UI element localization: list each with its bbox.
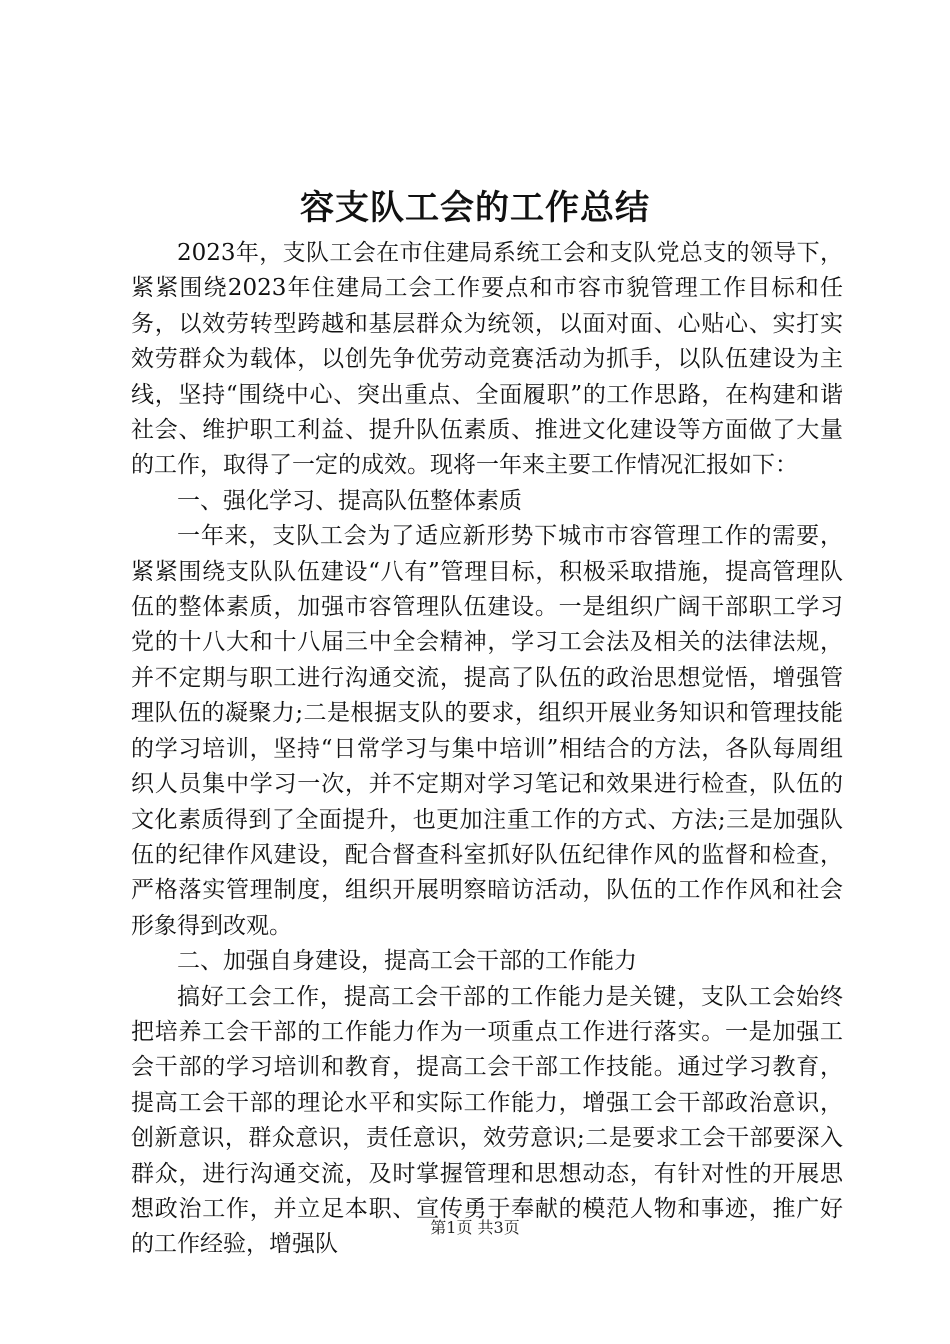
page-number-footer: 第1页 共3页 bbox=[430, 1218, 520, 1237]
paragraph-intro: 2023年，支队工会在市住建局系统工会和支队党总支的领导下，紧紧围绕2023年住建局工会工作要点和市容市貌管理工作目标和任务，以效劳转型跨越和基层群众为统领，以面对面、心贴心、实打实效劳群众为载体，以创先争优劳动竞赛活动为抓手，以队伍建设为主线，坚持“围绕中心、突出重点、全面履职”的工作思路，在构建和谐社会、维护职工利益、提升队伍素质、推进文化建设等方面做了大量的工作，取得了一定的成效。现将一年来主要工作情况汇报如下： bbox=[131, 240, 843, 479]
section-heading-1: 一、强化学习、提高队伍整体素质 bbox=[177, 487, 522, 514]
page-title: 容支队工会的工作总结 bbox=[300, 188, 650, 228]
paragraph-section-1: 一年来，支队工会为了适应新形势下城市市容管理工作的需要，紧紧围绕支队队伍建设“八有”管理目标，积极采取措施，提高管理队伍的整体素质，加强市容管理队伍建设。一是组织广阔干部职工学习党的十八大和十八届三中全会精神，学习工会法及相关的法律法规，并不定期与职工进行沟通交流，提高了队伍的政治思想觉悟，增强管理队伍的凝聚力;二是根据支队的要求，组织开展业务知识和管理技能的学习培训，坚持“日常学习与集中培训”相结合的方法，各队每周组织人员集中学习一次，并不定期对学习笔记和效果进行检查，队伍的文化素质得到了全面提升，也更加注重工作的方式、方法;三是加强队伍的纪律作风建设，配合督查科室抓好队伍纪律作风的监督和检查，严格落实管理制度，组织开展明察暗访活动，队伍的工作作风和社会形象得到改观。 bbox=[131, 523, 843, 939]
section-heading-2: 二、加强自身建设，提高工会干部的工作能力 bbox=[177, 948, 637, 975]
document-body bbox=[131, 236, 843, 1263]
paragraph-section-2: 搞好工会工作，提高工会干部的工作能力是关键，支队工会始终把培养工会干部的工作能力作为一项重点工作进行落实。一是加强工会干部的学习培训和教育，提高工会干部工作技能。通过学习教育，提高工会干部的理论水平和实际工作能力，增强工会干部政治意识，创新意识，群众意识，责任意识，效劳意识;二是要求工会干部要深入群众，进行沟通交流，及时掌握管理和思想动态，有针对性的开展思想政治工作，并立足本职、宣传勇于奉献的模范人物和事迹，推广好的工作经验，增强队 bbox=[131, 983, 843, 1258]
